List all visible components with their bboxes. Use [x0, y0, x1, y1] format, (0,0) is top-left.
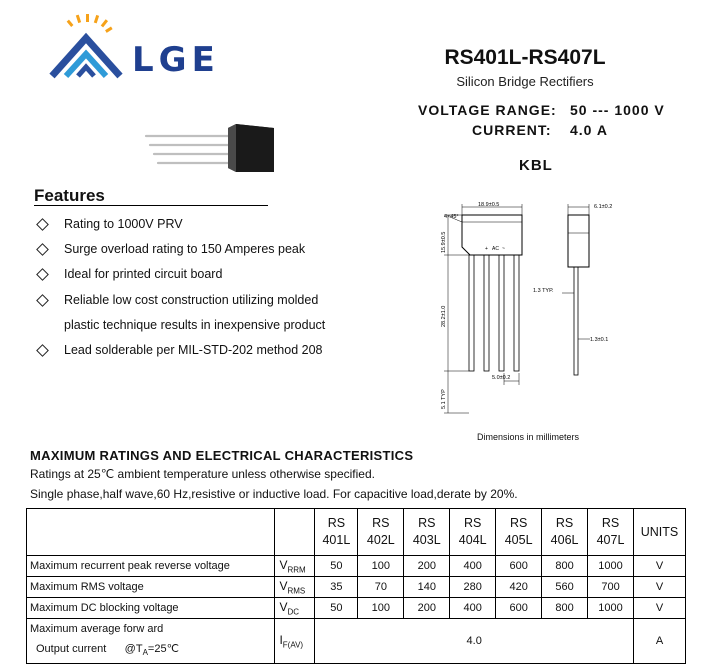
header-blank	[27, 509, 275, 556]
table-row-average-current: Maximum average forw ard Output current $@T_A=25℃$ $I_{F(AV)}$ 4.0 A	[27, 619, 686, 664]
package-label: KBL	[519, 157, 553, 174]
company-logo	[48, 14, 132, 80]
dim-lead-diameter: 1.3±0.1	[590, 337, 609, 343]
table-row: Maximum RMS voltage $V_{RMS}$ 35 70 140 280 420 560 700 V	[27, 577, 686, 598]
diamond-bullet-icon	[36, 294, 49, 307]
features-divider	[34, 205, 268, 206]
feature-item: Reliable low cost construction utilizing molded	[36, 290, 325, 315]
page-subtitle: Silicon Bridge Rectifiers	[456, 74, 594, 89]
current-value: 4.0 A	[570, 122, 608, 138]
load-note: Single phase,half wave,60 Hz,resistive or inductive load. For capacitive load,derate by 20%.	[30, 487, 518, 501]
dim-chamfer: 4×45°	[444, 214, 459, 220]
diamond-bullet-icon	[36, 243, 49, 256]
logo-sunburst-icon	[67, 14, 113, 33]
ratings-table	[26, 508, 686, 664]
header-part: RS 402L	[358, 509, 404, 556]
header-part: RS 404L	[450, 509, 496, 556]
header-part: RS 407L	[588, 509, 634, 556]
component-image	[140, 122, 280, 178]
table-header-row	[27, 509, 686, 556]
header-units: UNITS	[633, 509, 685, 556]
logo-text: LGE	[132, 40, 220, 80]
symbol-cell: $I_{F(AV)}$	[275, 619, 315, 664]
section-heading: MAXIMUM RATINGS AND ELECTRICAL CHARACTERISTICS	[30, 448, 414, 463]
symbol-cell: $V_{DC}$	[275, 598, 315, 619]
average-current-unit: A	[633, 619, 685, 664]
dimension-caption: Dimensions in millimeters	[477, 432, 580, 442]
dim-lead-typ: 1.3 TYP.	[533, 288, 554, 294]
dim-width: 18.9±0.5	[478, 202, 500, 208]
table-row: Maximum DC blocking voltage $V_{DC}$ 50 100 200 400 600 800 1000 V	[27, 598, 686, 619]
diamond-bullet-icon	[36, 344, 49, 357]
diamond-bullet-icon	[36, 218, 49, 231]
voltage-range-value: 50 --- 1000 V	[570, 102, 665, 118]
symbol-cell: $V_{RRM}$	[275, 556, 315, 577]
header-part: RS 403L	[404, 509, 450, 556]
header-part: RS 405L	[496, 509, 542, 556]
dim-standoff: 5.1 TYP	[441, 389, 447, 409]
ac-mark-tilde: ~	[502, 246, 505, 252]
voltage-range-label: VOLTAGE RANGE:	[418, 102, 557, 118]
ac-mark: AC	[492, 246, 499, 252]
dim-lead-spacing: 5.0±0.2	[492, 375, 511, 381]
page-title: RS401L-RS407L	[444, 46, 606, 69]
header-blank-symbol	[275, 509, 315, 556]
symbol-cell: $V_{RMS}$	[275, 577, 315, 598]
polarity-mark: +	[485, 246, 488, 252]
ratings-note: Ratings at 25℃ ambient temperature unless otherwise specified.	[30, 467, 375, 481]
feature-item: Rating to 1000V PRV	[36, 214, 325, 239]
header-part: RS 401L	[315, 509, 358, 556]
feature-item-continuation: plastic technique results in inexpensive product	[64, 317, 326, 332]
dim-body-height: 15.9±0.5	[441, 231, 447, 253]
dim-lead-length: 28.2±1.0	[441, 305, 447, 327]
average-current-value: 4.0	[315, 619, 634, 664]
feature-item: Ideal for printed circuit board	[36, 264, 325, 289]
logo-mark-icon	[52, 38, 120, 76]
current-label: CURRENT:	[472, 122, 552, 138]
diamond-bullet-icon	[36, 269, 49, 282]
table-row: Maximum recurrent peak reverse voltage $V_{RRM}$ 50 100 200 400 600 800 1000 V	[27, 556, 686, 577]
dim-side-width: 6.1±0.2	[594, 204, 613, 210]
feature-item: Lead solderable per MIL-STD-202 method 208	[36, 340, 325, 365]
feature-item: Surge overload rating to 150 Amperes peak	[36, 239, 325, 264]
features-heading: Features	[34, 186, 105, 205]
features-list	[36, 214, 325, 365]
header-part: RS 406L	[542, 509, 588, 556]
package-dimension-drawing	[430, 195, 630, 415]
